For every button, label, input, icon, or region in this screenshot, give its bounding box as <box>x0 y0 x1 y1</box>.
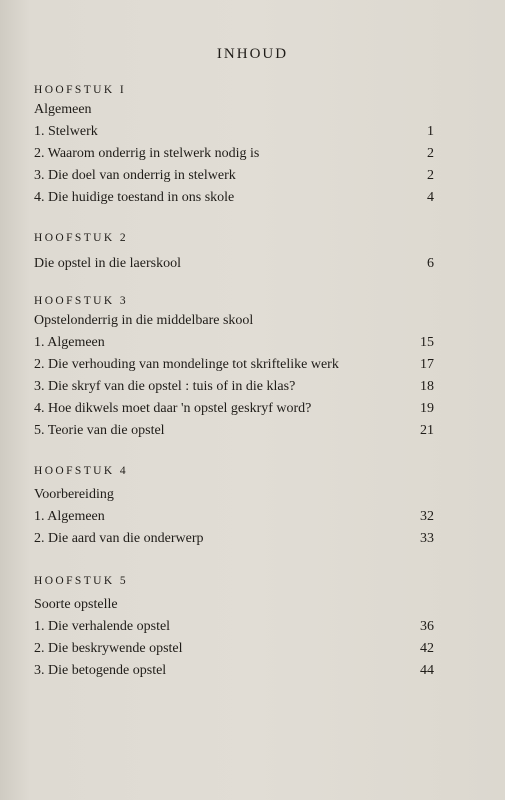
entry-page: 4 <box>427 190 434 205</box>
entry-page: 21 <box>420 423 434 438</box>
toc-entry <box>34 616 434 638</box>
entry-page: 18 <box>420 379 434 394</box>
entry-page: 6 <box>427 256 434 271</box>
chapter-2 <box>34 229 434 275</box>
entry-text: 2. Die verhouding van mondelinge tot skriftelike werk <box>34 357 339 372</box>
entry-text: 1. Stelwerk <box>34 124 98 139</box>
toc-entry <box>34 354 434 376</box>
entry-page: 36 <box>420 619 434 634</box>
toc-entry <box>34 165 434 187</box>
chapter-1 <box>34 81 434 209</box>
entry-page: 42 <box>420 641 434 656</box>
entry-text: 3. Die skryf van die opstel : tuis of in die klas? <box>34 379 296 394</box>
entry-page: 33 <box>420 531 434 546</box>
chapter-5 <box>34 572 434 682</box>
entry-text: 1. Algemeen <box>34 335 105 350</box>
chapter-heading: HOOFSTUK 5 <box>34 575 128 587</box>
entry-page: 2 <box>427 168 434 183</box>
toc-entry <box>34 420 434 442</box>
entry-text: 2. Die beskrywende opstel <box>34 641 183 656</box>
entry-page: 2 <box>427 146 434 161</box>
entry-text: Die opstel in die laerskool <box>34 256 181 271</box>
entry-text: 1. Die verhalende opstel <box>34 619 171 634</box>
entry-text: 3. Die doel van onderrig in stelwerk <box>34 168 236 183</box>
chapter-heading: HOOFSTUK 3 <box>34 295 128 307</box>
toc-entry <box>34 398 434 420</box>
toc-entry <box>34 121 434 143</box>
entry-page: 19 <box>420 401 434 416</box>
chapter-title: Algemeen <box>34 102 92 117</box>
chapter-title: Opstelonderrig in die middelbare skool <box>34 313 254 328</box>
toc-entry <box>34 506 434 528</box>
toc-entry <box>34 528 434 550</box>
chapter-heading: HOOFSTUK I <box>34 84 127 96</box>
chapter-heading: HOOFSTUK 2 <box>34 232 128 244</box>
toc-entry <box>34 332 434 354</box>
toc-entry <box>34 660 434 682</box>
toc-entry <box>34 376 434 398</box>
chapter-4 <box>34 462 434 550</box>
toc-entry <box>34 187 434 209</box>
toc-entry <box>34 638 434 660</box>
entry-text: 2. Die aard van die onderwerp <box>34 531 204 546</box>
entry-text: 5. Teorie van die opstel <box>34 423 165 438</box>
entry-page: 32 <box>420 509 434 524</box>
chapter-title: Soorte opstelle <box>34 597 118 612</box>
entry-text: 1. Algemeen <box>34 509 105 524</box>
entry-text: 3. Die betogende opstel <box>34 663 167 678</box>
entry-page: 44 <box>420 663 434 678</box>
entry-text: 4. Die huidige toestand in ons skole <box>34 190 235 205</box>
entry-text: 2. Waarom onderrig in stelwerk nodig is <box>34 146 260 161</box>
toc-entry <box>34 253 434 275</box>
entry-page: 15 <box>420 335 434 350</box>
toc-entry <box>34 143 434 165</box>
entry-text: 4. Hoe dikwels moet daar 'n opstel geskryf word? <box>34 401 312 416</box>
entry-page: 1 <box>427 124 434 139</box>
chapter-3 <box>34 292 434 442</box>
page-title: INHOUD <box>216 46 289 62</box>
chapter-title: Voorbereiding <box>34 487 114 502</box>
chapter-heading: HOOFSTUK 4 <box>34 465 128 477</box>
entry-page: 17 <box>420 357 434 372</box>
